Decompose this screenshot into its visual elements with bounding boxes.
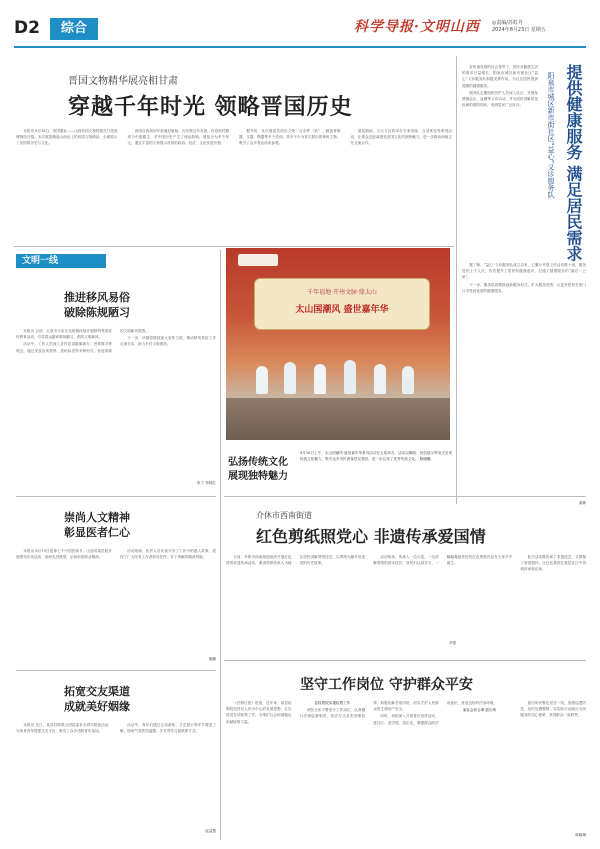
story1-headline: 推进移风易俗 破除陈规陋习 <box>64 291 130 319</box>
mid-story-kicker: 介休市西南街道 <box>256 511 312 520</box>
divider <box>224 496 586 497</box>
story2-source: 姚鹏 <box>208 657 216 661</box>
performers <box>226 360 450 396</box>
publication-meta: ◎责编/苏虹丹 2024年8月23日 星期五 <box>492 20 546 33</box>
banner-line1: 千年福地·开州文脉·鼎太山 <box>307 289 377 296</box>
right-story-body-top: 在快速发展的社会背景下，居民对健康生活的需求日益增长。阳泉市城区新市街社区“益心”义诊服务队积极发挥作用，为社区居民提供便捷的健康服务。 服务队定期组织医护人员深入社区，开展免费测血压、血糖等义诊活动，并为居民讲解常见疾病的预防知识，受到居民广泛好评。 <box>462 65 538 108</box>
top-story-headline: 穿越千年时光 领略晋国历史 <box>68 95 353 120</box>
top-story-kicker: 晋国文物精华展亮相甘肃 <box>68 76 178 87</box>
story1-source: 申力 李林红 <box>196 481 216 485</box>
section-label-civ: 文明一线 <box>16 254 106 268</box>
right-vertical-subhead: 阳泉市城区新市街社区“益心”义诊服务队 <box>547 72 555 199</box>
story1-body: 本报讯 目前，太原市小店区北格镇持续开展移风易俗宣传教育活动，引导群众摒弃陈规陋习，倡导文明新风。 活动中，工作人员深入各村宣讲婚事新办、丧事简办等理念，通过发放宣传资料、张贴标语等多种形式，营造浓厚的文明新风氛围。 下一步，该镇将继续加大宣传力度，推动移风易俗工作走深走实，助力乡村文明建设。 <box>16 329 216 353</box>
divider <box>16 496 216 497</box>
bottom-subhead-1: 县检察院实施检察工作 <box>314 701 351 705</box>
mid-story-body: 日前，介休市西南街道组织开展红色剪纸非遗传承活动，邀请剪纸传承人为辖区居民讲解剪纸技艺，以剪纸为媒介讲述党的历史故事。 活动现场，传承人一边示范，一边讲解剪纸的基本技法，居民们认真学习，一幅幅寓意美好的红色剪纸作品在大家手中诞生。 此次活动既传承了非遗技艺，又厚植了爱国情怀，让红色基因在基层社区中得到传承和弘扬。 <box>226 555 586 572</box>
story2-body: 本报讯 8月19日是第七个中国医师节。山西省某医院开展系列庆祝活动，表彰先进典型，弘扬崇高职业精神。 活动现场，医护人员代表分享了工作中的感人故事，展现了广大医务工作者救死扶伤、甘于奉献的精神风貌。 <box>16 549 216 560</box>
bottom-story-source: 陈晓琳 <box>575 833 586 837</box>
story3-body: 本报讯 近日，某县妇联联合团县委举办青年联谊活动，为单身青年搭建交友平台，吸引了众多适龄青年参加。 活动中，青年们通过互动游戏、才艺展示等环节增进了解，现场气氛热烈温馨，多对青年互留联系方式。 <box>16 723 216 734</box>
mid-story-source: 辛强 <box>448 641 456 645</box>
mid-story-headline: 红色剪纸照党心 非遗传承爱国情 <box>256 527 486 546</box>
event-banner <box>254 278 430 330</box>
top-story-body: 本报讯 8月18日，晋国霸业——山西晋国文物特展在甘肃省博物馆开幕。本次展览精选山西出土的晋国文物精品，全面展示了晋国的历史与文化。 晋国自西周初年叔虞封唐始，历经数百年发展，在春秋时期成为中原霸主，对中国历史产生了深远影响。展览分为多个单元，通过丰富的文物展示晋国的政治、经济、文化发展历程。 据介绍，本次展览共展出文物二百余件（套），涵盖青铜器、玉器、陶器等多个类别，其中不少为首次展出的珍贵文物，吸引了众多观众前来参观。 展览期间，主办方还将举办专家讲座、互动体验等系列活动，让观众近距离感受晋国文化的独特魅力，进一步推动两地文化交流合作。 <box>16 129 452 146</box>
photo-caption-title: 弘扬传统文化 展现独特魅力 <box>228 457 288 482</box>
right-vertical-headline: 提供健康服务 满足居民需求 <box>564 64 583 262</box>
section-tag: 综合 <box>50 18 98 40</box>
banner-line2: 太山国潮风 盛世嘉年华 <box>295 305 389 315</box>
story3-headline: 拓宽交友渠道 成就美好姻缘 <box>64 685 130 713</box>
masthead: 科学导报·文明山西 <box>354 19 480 35</box>
story3-source: 庞益慧 <box>205 829 216 833</box>
column-divider <box>220 250 221 840</box>
bottom-story-headline: 坚守工作岗位 守护群众平安 <box>300 677 473 693</box>
page-number: D2 <box>14 18 40 38</box>
event-photo <box>226 248 450 440</box>
right-story-source: 姜林 <box>578 501 586 505</box>
column-divider <box>456 56 457 504</box>
audience <box>226 398 450 440</box>
bottom-subhead-2: 某社会综合事·派出所 <box>462 708 497 713</box>
right-story-body-bottom: 据了解，“益心”义诊服务队成立以来，已累计开展义诊活动数十场，服务居民上千人次，有效提升了居民的健康意识，打通了健康服务的“最后一公里”。 下一步，服务队将继续创新服务形式，扩大服务范围，让更多居民在家门口享受到优质的健康服务。 <box>462 263 586 293</box>
divider <box>16 670 216 671</box>
header-rule <box>14 46 586 48</box>
divider <box>14 246 454 247</box>
story2-headline: 崇尚人文精神 彰显医者仁心 <box>64 511 130 539</box>
divider <box>224 660 586 661</box>
photo-caption: 8月16日上午，太山国潮风·盛世嘉年华系列活动在太原举办，活动以舞蹈、民俗展示等形式呈现传统文化魅力，吸引众多市民游客驻足观赏，进一步弘扬了优秀传统文化。 陈晓璐 <box>300 451 452 462</box>
page-header <box>14 14 586 44</box>
event-logo <box>238 254 278 266</box>
bottom-story-body: 《法制日报》报道，近年来，某县检察院坚持以人民为中心的发展思想，扎实推进各项检察工作，为维护社会和谐稳定贡献检察力量。 县检察院实施检察工作 该院全体干警坚守工作岗位，认真履行法律监督职责，依法打击各类刑事犯罪，积极化解矛盾纠纷，切实守护人民群众的生命财产安全。 同时，该院深入开展普法宣传活动，进社区、进学校、进企业，增强群众的法治意识，营造良好的法治环境。 某社会综合事·派出所 派出所民警也坚守一线，加强巡逻防控，及时处置警情，以实际行动践行为民服务的初心使命，获得群众一致称赞。 <box>226 701 586 725</box>
